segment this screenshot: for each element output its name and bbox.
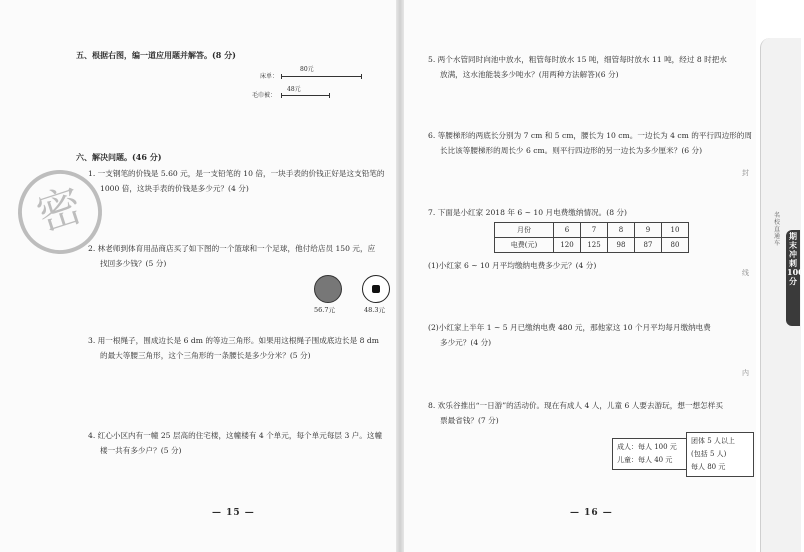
table-cell: 125 [581, 238, 608, 253]
soccer-ball-price: 48.3元 [364, 306, 385, 314]
diagram-label-towel: 毛巾被： [252, 92, 277, 99]
left-page [0, 0, 400, 552]
group-rule: 团体 5 人以上 [691, 437, 735, 445]
q3-line1: 3. 用一根绳子，围成边长是 6 dm 的等边三角形。如果用这根绳子围成底边长是 8 dm [88, 336, 379, 345]
diagram-value-80: 80元 [300, 66, 314, 73]
tick [361, 74, 362, 79]
table-cell: 7 [581, 223, 608, 238]
group-price: 每人 80 元 [691, 463, 726, 471]
group-note: (包括 5 人) [691, 450, 727, 458]
edge-char: 内 [742, 369, 749, 377]
table-cell: 6 [554, 223, 581, 238]
q4-line1: 4. 红心小区内有一幢 25 层高的住宅楼，这幢楼有 4 个单元，每个单元每层 3 户。这幢 [88, 431, 383, 440]
table-header-fee: 电费(元) [495, 238, 554, 253]
table-row [495, 238, 689, 253]
towel-line [281, 95, 329, 96]
q6-line1: 6. 等腰梯形的两底长分别为 7 cm 和 5 cm，腰长为 10 cm。一边长为 4 cm 的平行四边形的周 [428, 131, 752, 140]
tick [281, 74, 282, 79]
q3-line2: 的最大等腰三角形，这个三角形的一条腰长是多少分米？(5 分) [100, 351, 311, 360]
page-number-right: — 16 — [570, 508, 613, 518]
q7-part1: (1)小红家 6 ~ 10 月平均缴纳电费多少元？(4 分) [428, 261, 597, 270]
page-number-left: — 15 — [212, 508, 255, 518]
section-5-heading: 五、根据右图，编一道应用题并解答。(8 分) [76, 50, 236, 60]
diagram-value-48: 48元 [287, 86, 301, 93]
electricity-fee-table [494, 222, 689, 253]
price-adult: 成人：每人 100 元 [617, 443, 677, 451]
q5-line2: 放满，这水池能装多少吨水？(用两种方法解答)(6 分) [440, 70, 619, 79]
q4-line2: 楼一共有多少户？(5 分) [100, 446, 182, 455]
q8-line1: 8. 欢乐谷推出“一日游”的活动价。现在有成人 4 人，儿童 6 人要去游玩，想一想怎样买 [428, 401, 723, 410]
q7-part2-line2: 多少元？(4 分) [440, 338, 492, 347]
book-spine [396, 0, 404, 552]
q6-line2: 长比该等腰梯形的周长少 6 cm。则平行四边形的另一边长为多少厘米？(6 分) [440, 146, 703, 155]
brand-title: 期末冲刺100分 [787, 231, 804, 286]
q2-line1: 2. 林老师到体育用品商店买了如下图的一个篮球和一个足球，他付给店员 150 元，应 [88, 244, 376, 253]
tick [281, 93, 282, 98]
table-row [495, 223, 689, 238]
table-cell: 87 [635, 238, 662, 253]
tick [329, 93, 330, 98]
edge-char: 封 [742, 169, 749, 177]
table-header-month: 月份 [495, 223, 554, 238]
price-box-individual [612, 438, 688, 470]
q2-line2: 找回多少钱？(5 分) [100, 259, 167, 268]
price-child: 儿童：每人 40 元 [617, 456, 673, 464]
bedsheet-line [281, 76, 361, 77]
soccer-ball-icon [362, 275, 390, 303]
table-cell: 120 [554, 238, 581, 253]
price-box-group [686, 432, 754, 477]
edge-char: 线 [742, 269, 749, 277]
q7-heading: 7. 下面是小红家 2018 年 6 ~ 10 月电费缴纳情况。(8 分) [428, 208, 627, 217]
q1-line2: 1000 倍，这块手表的价钱是多少元？(4 分) [100, 184, 249, 193]
section-6-heading: 六、解决问题。(46 分) [76, 152, 162, 162]
diagram-label-bedsheet: 床单： [260, 73, 279, 80]
q8-line2: 票最省钱？(7 分) [440, 416, 499, 425]
q1-line1: 1. 一支钢笔的价钱是 5.60 元，是一支铅笔的 10 倍，一块手表的价钱正好是这支铅笔的 [88, 169, 385, 178]
q5-line1: 5. 两个水管同时向池中放水，粗管每时放水 15 吨，细管每时放水 11 吨，经过 8 时把水 [428, 55, 727, 64]
table-cell: 80 [662, 238, 689, 253]
table-cell: 8 [608, 223, 635, 238]
basketball-price: 56.7元 [314, 306, 335, 314]
table-cell: 9 [635, 223, 662, 238]
basketball-icon [314, 275, 342, 303]
table-cell: 98 [608, 238, 635, 253]
confidential-stamp: 密 [7, 159, 113, 265]
q7-part2-line1: (2)小红家上半年 1 ~ 5 月已缴纳电费 480 元，那他家这 10 个月平均每月缴纳电费 [428, 323, 711, 332]
table-cell: 10 [662, 223, 689, 238]
sidebar-subtitle: 名校直通车 [773, 212, 780, 247]
